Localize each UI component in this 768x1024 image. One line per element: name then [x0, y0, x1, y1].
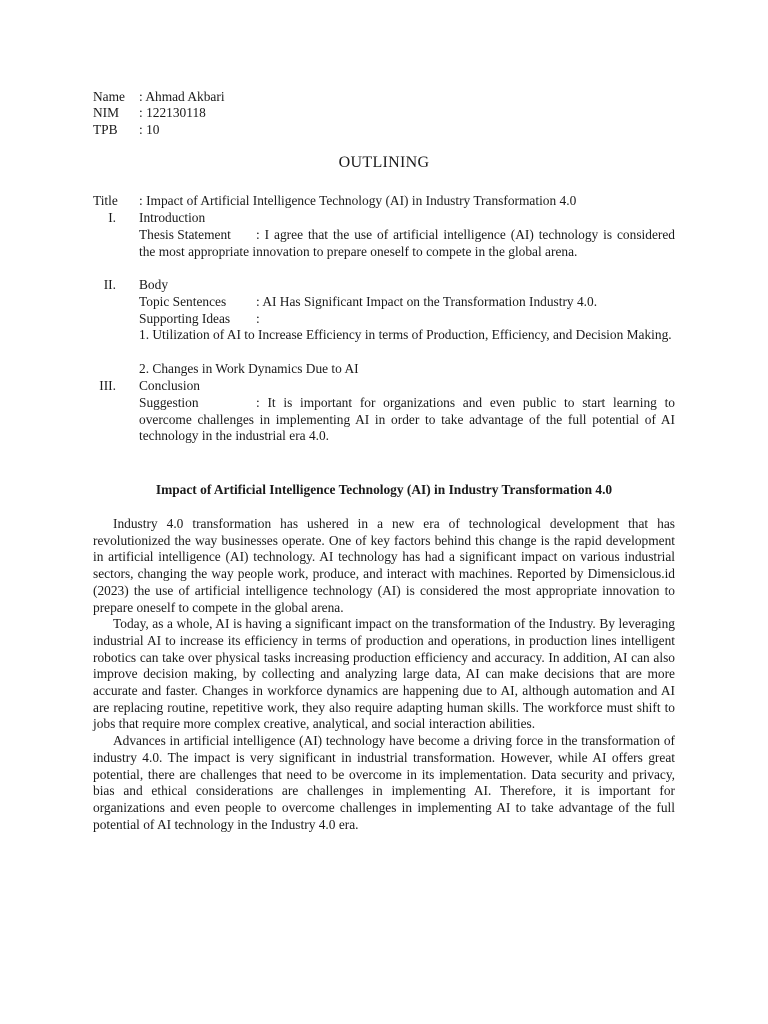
- nim-label: NIM: [93, 105, 120, 120]
- section-numeral-1: I.: [108, 210, 116, 225]
- student-name-row: [93, 88, 225, 105]
- suggestion-text: : It is important for organizations and even public to start learning to overcome challenges in implementing AI in order to take advantage of the full potential of AI technology in the industrial era 4.0.: [139, 395, 675, 444]
- outline-title-value: : Impact of Artificial Intelligence Technology (AI) in Industry Transformation 4.0: [139, 193, 577, 208]
- thesis-statement: [139, 227, 675, 260]
- essay-paragraph-1: Industry 4.0 transformation has ushered in a new era of technological development that has revolutionized the way businesses operate. One of key factors behind this change is the rapid development in artificial intelligence (AI) technology. AI technology has had a significant impact on various industrial sectors, changing the way people work, produce, and interact with machines. Reported by Dimensiclous.id (2023) the use of artificial intelligence technology (AI) is considered the most appropriate innovation to prepare oneself to compete in the global arena.: [93, 516, 675, 615]
- essay-paragraph-2: Today, as a whole, AI is having a significant impact on the transformation of the Industry. By leveraging industrial AI to increase its efficiency in terms of production and operations, in production lines intelligent robotics can take over physical tasks increasing production efficiency and accuracy. In addition, AI can also improve decision making, by collecting and analyzing large data, AI can make decisions that are more accurate and faster. Changes in workforce dynamics are happening due to AI, although automation and AI are replacing routine, repetitive work, they also require adapting human skills. The workforce must shift to jobs that require more complex creative, analytical, and social interaction abilities.: [93, 616, 675, 732]
- topic-sentences-text: : AI Has Significant Impact on the Transformation Industry 4.0.: [256, 294, 598, 309]
- outline-title-row: [93, 193, 576, 210]
- supporting-ideas-label: Supporting Ideas: [139, 311, 231, 326]
- supporting-ideas: [139, 311, 260, 328]
- section-numeral-2: II.: [103, 277, 116, 292]
- essay-body: [93, 516, 675, 833]
- outline-title-label: Title: [93, 193, 118, 208]
- nim-value: : 122130118: [139, 105, 206, 120]
- essay-paragraph-3: Advances in artificial intelligence (AI) technology have become a driving force in the transformation of industry 4.0. The impact is very significant in industrial transformation. However, while AI offers great potential, there are challenges that need to be overcome in its implementation. Data security and privacy, bias and ethical considerations are challenges in implementing AI. Therefore, it is important for organizations and even people to overcome challenges in implementing AI to take advantage of the full potential of AI technology in the Industry 4.0 era.: [93, 733, 675, 832]
- thesis-statement-label: Thesis Statement: [139, 227, 231, 242]
- student-nim-row: [93, 104, 206, 121]
- supporting-ideas-colon: :: [256, 311, 260, 326]
- tpb-value: : 10: [139, 122, 160, 137]
- student-tpb-row: [93, 121, 159, 138]
- section-name-body: Body: [139, 277, 169, 292]
- supporting-idea-2: 2. Changes in Work Dynamics Due to AI: [139, 361, 359, 376]
- supporting-idea-1: 1. Utilization of AI to Increase Efficiency in terms of Production, Efficiency, and Decision Making.: [139, 327, 672, 342]
- name-value: : Ahmad Akbari: [139, 89, 225, 104]
- topic-sentences: [139, 294, 597, 311]
- thesis-statement-text: : I agree that the use of artificial intelligence (AI) technology is considered the most appropriate innovation to prepare oneself to compete in the global arena.: [139, 227, 675, 259]
- suggestion: [139, 395, 675, 445]
- topic-sentences-label: Topic Sentences: [139, 294, 227, 309]
- name-label: Name: [93, 89, 125, 104]
- essay-title: Impact of Artificial Intelligence Technology (AI) in Industry Transformation 4.0: [155, 482, 613, 497]
- tpb-label: TPB: [93, 122, 118, 137]
- outlining-heading: OUTLINING: [338, 154, 430, 171]
- section-name-introduction: Introduction: [139, 210, 206, 225]
- section-name-conclusion: Conclusion: [139, 378, 201, 393]
- section-numeral-3: III.: [99, 378, 116, 393]
- suggestion-label: Suggestion: [139, 395, 199, 410]
